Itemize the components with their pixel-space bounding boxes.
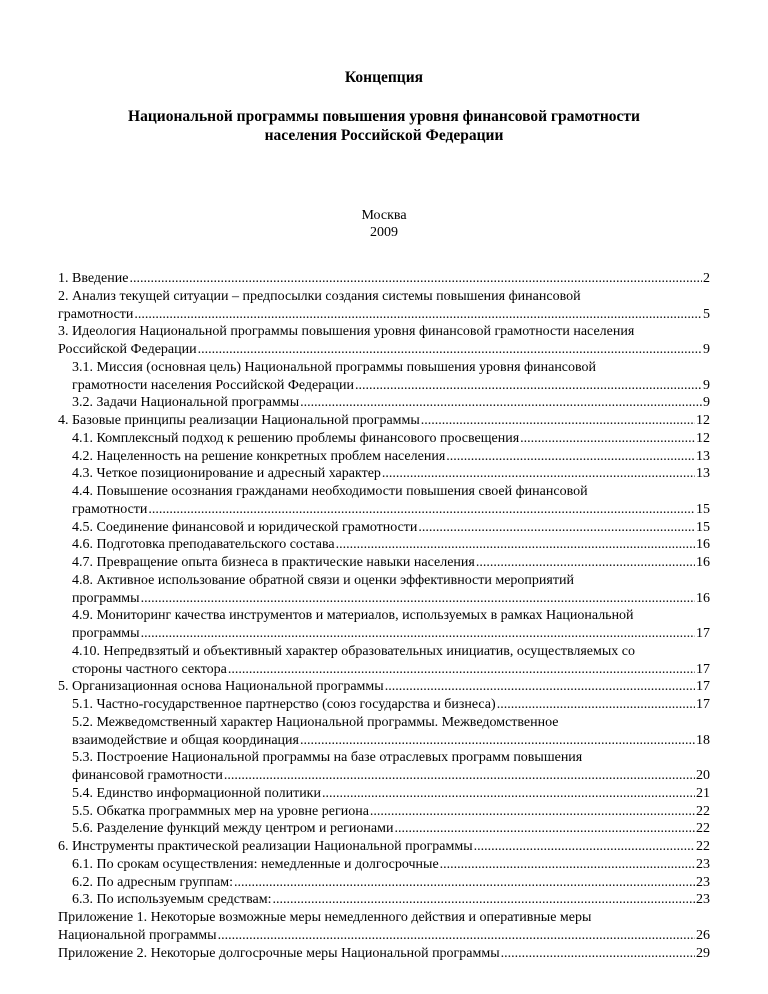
toc-line xyxy=(58,785,710,803)
toc-entry-text: 4.7. Превращение опыта бизнеса в практические навыки населения xyxy=(72,555,475,570)
toc-dot-leader xyxy=(272,891,695,909)
toc-entry xyxy=(58,288,710,324)
toc-dot-leader xyxy=(228,661,695,679)
toc-dot-leader xyxy=(501,945,695,963)
toc-dot-leader xyxy=(141,590,695,608)
toc-entry xyxy=(58,891,710,909)
toc-line xyxy=(58,732,710,750)
toc-line xyxy=(58,483,710,501)
toc-dot-leader xyxy=(355,377,702,395)
toc-dot-leader xyxy=(141,625,695,643)
toc-line xyxy=(58,874,710,892)
toc-entry-text: 4.10. Непредвзятый и объективный характер образовательных инициатив, осуществляемых со xyxy=(72,643,636,659)
document-subtitle-line-1: Национальной программы повышения уровня финансовой грамотности xyxy=(128,108,640,125)
toc-line xyxy=(58,341,710,359)
imprint-city: Москва xyxy=(361,208,407,223)
toc-entry-text: грамотности xyxy=(58,306,134,322)
toc-entry xyxy=(58,749,710,785)
toc-page-number: 15 xyxy=(696,519,710,535)
toc-entry-text: Приложение 2. Некоторые долгосрочные меры Национальной программы xyxy=(58,945,500,961)
toc-entry xyxy=(58,323,710,359)
toc-line xyxy=(58,661,710,679)
toc-page-number: 26 xyxy=(696,927,710,943)
toc-entry-text: 5.3. Построение Национальной программы на базе отраслевых программ повышения xyxy=(72,750,583,766)
toc-dot-leader xyxy=(134,306,702,324)
toc-entry-text: программы xyxy=(72,590,140,606)
toc-line xyxy=(58,891,710,909)
toc-entry-text: 6.1. По срокам осуществления: немедленные и долгосрочные xyxy=(72,856,439,872)
toc-page-number: 17 xyxy=(696,697,710,712)
toc-line xyxy=(58,377,710,395)
toc-line xyxy=(58,465,710,483)
toc-entry-text: 4.5. Соединение финансовой и юридической грамотности xyxy=(72,519,418,535)
toc-entry xyxy=(58,359,710,395)
toc-page-number: 18 xyxy=(696,732,710,748)
toc-entry-text: 5.2. Межведомственный характер Национальной программы. Межведомственное xyxy=(72,714,559,730)
toc-dot-leader xyxy=(476,554,695,572)
toc-entry xyxy=(58,803,710,821)
toc-line xyxy=(58,714,710,732)
toc-page-number: 9 xyxy=(703,395,710,411)
toc-dot-leader xyxy=(336,536,695,554)
toc-line xyxy=(58,767,710,785)
toc-entry-text: 6.2. По адресным группам: xyxy=(72,874,233,890)
toc-line xyxy=(58,270,710,288)
toc-page-number: 13 xyxy=(696,466,710,482)
toc-entry xyxy=(58,519,710,537)
toc-entry xyxy=(58,696,710,714)
toc-line xyxy=(58,448,710,466)
toc-page-number: 23 xyxy=(696,892,710,908)
toc-line xyxy=(58,945,710,963)
toc-entry-text: программы xyxy=(72,626,140,641)
toc-line xyxy=(58,306,710,324)
toc-entry-text: финансовой грамотности xyxy=(72,768,223,783)
toc-dot-leader xyxy=(418,519,695,537)
toc-line xyxy=(58,749,710,767)
toc-entry xyxy=(58,607,710,643)
toc-page-number: 12 xyxy=(696,413,710,428)
toc-entry-text: 3. Идеология Национальной программы повышения уровня финансовой грамотности населения xyxy=(58,324,635,340)
toc-line xyxy=(58,323,710,341)
toc-entry xyxy=(58,820,710,838)
toc-page-number: 23 xyxy=(696,856,710,872)
toc-dot-leader xyxy=(129,270,702,288)
toc-entry xyxy=(58,465,710,483)
toc-dot-leader xyxy=(198,341,702,359)
toc-line xyxy=(58,288,710,306)
toc-entry xyxy=(58,412,710,430)
toc-page-number: 17 xyxy=(696,679,710,695)
toc-page-number: 9 xyxy=(703,377,710,393)
toc-line xyxy=(58,572,710,590)
toc-entry xyxy=(58,714,710,750)
toc-line xyxy=(58,820,710,838)
toc-line xyxy=(58,554,710,572)
toc-entry xyxy=(58,270,710,288)
toc-entry-text: 4.1. Комплексный подход к решению проблемы финансового просвещения xyxy=(72,430,520,446)
toc-line xyxy=(58,359,710,377)
toc-entry-text: 3.2. Задачи Национальной программы xyxy=(72,395,300,411)
toc-page-number: 22 xyxy=(696,821,710,837)
toc-entry-text: взаимодействие и общая координация xyxy=(72,732,299,748)
toc-line xyxy=(58,501,710,519)
toc-entry-text: Национальной программы xyxy=(58,927,217,943)
toc-page-number: 29 xyxy=(696,945,710,961)
toc-entry-text: 5.1. Частно-государственное партнерство (союз государства и бизнеса) xyxy=(72,697,496,712)
toc-entry xyxy=(58,945,710,963)
toc-entry xyxy=(58,572,710,608)
toc-page-number: 23 xyxy=(696,874,710,890)
toc-entry-text: 4.2. Нацеленность на решение конкретных проблем населения xyxy=(72,448,446,464)
toc-line xyxy=(58,856,710,874)
toc-entry-text: 4.3. Четкое позиционирование и адресный характер xyxy=(72,466,381,482)
toc-entry xyxy=(58,448,710,466)
toc-entry xyxy=(58,643,710,679)
toc-page-number: 12 xyxy=(696,430,710,446)
toc-page-number: 22 xyxy=(696,803,710,819)
toc-dot-leader xyxy=(474,838,695,856)
toc-dot-leader xyxy=(300,732,695,750)
toc-entry xyxy=(58,554,710,572)
toc-page-number: 9 xyxy=(703,342,710,357)
toc-entry xyxy=(58,430,710,448)
toc-line xyxy=(58,803,710,821)
toc-page-number: 22 xyxy=(696,839,710,854)
toc-line xyxy=(58,394,710,412)
toc-entry-text: 5.5. Обкатка программных мер на уровне региона xyxy=(72,803,369,819)
toc-dot-leader xyxy=(148,501,695,519)
toc-line xyxy=(58,643,710,661)
toc-dot-leader xyxy=(218,927,695,945)
toc-entry xyxy=(58,909,710,945)
toc-entry-text: 3.1. Миссия (основная цель) Национальной программы повышения уровня финансовой xyxy=(72,359,597,375)
toc-entry xyxy=(58,394,710,412)
toc-line xyxy=(58,927,710,945)
toc-line xyxy=(58,625,710,643)
table-of-contents xyxy=(58,270,710,962)
toc-dot-leader xyxy=(300,394,702,412)
toc-entry xyxy=(58,536,710,554)
toc-entry xyxy=(58,678,710,696)
toc-entry-text: 4.9. Мониторинг качества инструментов и материалов, используемых в рамках Национальной xyxy=(72,608,634,624)
toc-page-number: 17 xyxy=(696,661,710,677)
toc-entry-text: 2. Анализ текущей ситуации – предпосылки создания системы повышения финансовой xyxy=(58,288,581,304)
toc-line xyxy=(58,909,710,927)
toc-page-number: 13 xyxy=(696,448,710,464)
toc-line xyxy=(58,519,710,537)
toc-entry xyxy=(58,838,710,856)
toc-entry xyxy=(58,785,710,803)
toc-dot-leader xyxy=(382,465,695,483)
toc-dot-leader xyxy=(497,696,695,714)
toc-entry-text: 4.6. Подготовка преподавательского состава xyxy=(72,537,335,553)
toc-line xyxy=(58,536,710,554)
toc-entry-text: 4. Базовые принципы реализации Национальной программы xyxy=(58,413,420,428)
toc-dot-leader xyxy=(446,448,695,466)
toc-entry-text: 5.4. Единство информационной политики xyxy=(72,785,321,801)
toc-entry-text: 4.4. Повышение осознания гражданами необходимости повышения своей финансовой xyxy=(72,484,588,499)
toc-line xyxy=(58,412,710,430)
toc-page-number: 17 xyxy=(696,626,710,641)
toc-entry-text: грамотности xyxy=(72,501,148,517)
toc-page-number: 16 xyxy=(696,590,710,606)
toc-entry xyxy=(58,483,710,519)
toc-page-number: 16 xyxy=(696,537,710,553)
toc-line xyxy=(58,607,710,625)
toc-dot-leader xyxy=(421,412,695,430)
toc-line xyxy=(58,430,710,448)
toc-entry-text: стороны частного сектора xyxy=(72,661,227,677)
toc-entry-text: 6.3. По используемым средствам: xyxy=(72,892,272,908)
toc-entry-text: Приложение 1. Некоторые возможные меры немедленного действия и оперативные меры xyxy=(58,910,592,925)
toc-line xyxy=(58,678,710,696)
toc-entry-text: 5. Организационная основа Национальной программы xyxy=(58,679,384,695)
toc-entry-text: 4.8. Активное использование обратной связи и оценки эффективности мероприятий xyxy=(72,572,574,588)
toc-line xyxy=(58,838,710,856)
toc-dot-leader xyxy=(224,767,695,785)
toc-line xyxy=(58,696,710,714)
toc-page-number: 15 xyxy=(696,501,710,517)
document-title: Концепция xyxy=(344,69,424,86)
toc-page-number: 21 xyxy=(696,785,710,801)
toc-dot-leader xyxy=(385,678,695,696)
toc-dot-leader xyxy=(440,856,695,874)
toc-entry-text: 6. Инструменты практической реализации Национальной программы xyxy=(58,839,473,854)
toc-page-number: 5 xyxy=(703,306,710,322)
toc-dot-leader xyxy=(394,820,695,838)
document-subtitle-line-2: населения Российской Федерации xyxy=(264,127,504,144)
toc-entry-text: 1. Введение xyxy=(58,271,129,286)
imprint-year: 2009 xyxy=(370,225,398,240)
toc-line xyxy=(58,590,710,608)
toc-dot-leader xyxy=(322,785,695,803)
toc-entry xyxy=(58,874,710,892)
toc-page-number: 20 xyxy=(696,768,710,783)
toc-page-number: 16 xyxy=(696,555,710,570)
toc-dot-leader xyxy=(520,430,695,448)
toc-page-number: 2 xyxy=(703,271,710,286)
toc-dot-leader xyxy=(234,874,695,892)
toc-entry-text: 5.6. Разделение функций между центром и регионами xyxy=(72,821,394,837)
toc-dot-leader xyxy=(370,803,695,821)
toc-entry-text: Российской Федерации xyxy=(58,342,197,357)
toc-entry-text: грамотности населения Российской Федерации xyxy=(72,377,354,393)
toc-entry xyxy=(58,856,710,874)
